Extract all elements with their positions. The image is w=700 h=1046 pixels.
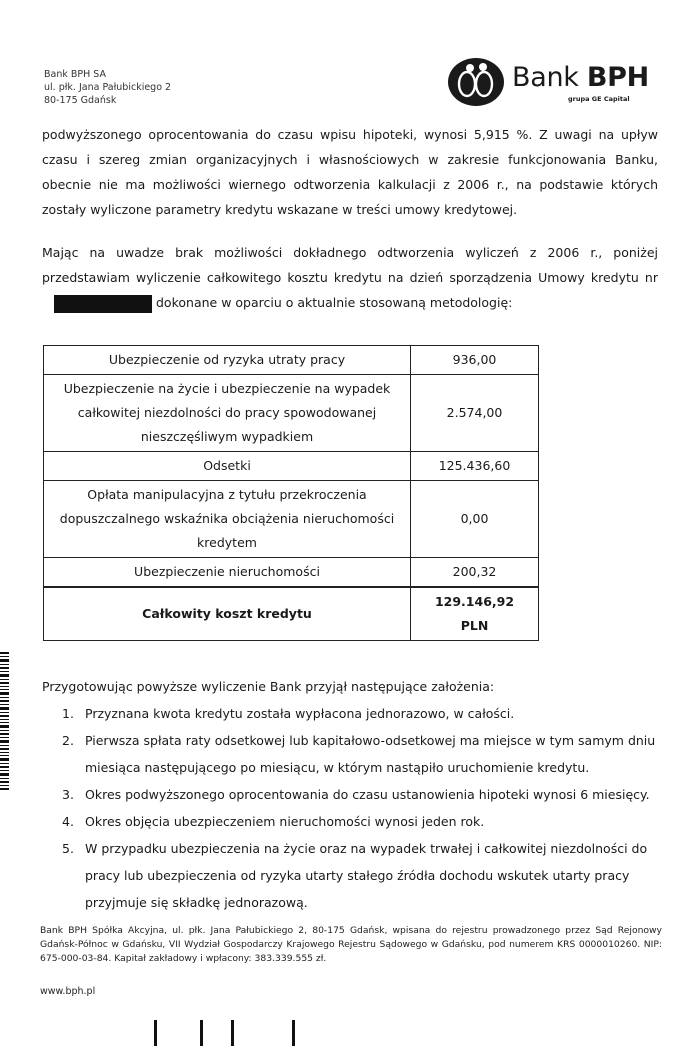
address-line: ul. płk. Jana Pałubickiego 2 [44,82,172,93]
logo-subtitle: grupa GE Capital [568,95,630,103]
table-row [44,558,539,588]
logo-wordmark: Bank BPH [512,62,649,93]
cost-value: 2.574,00 [411,375,539,452]
assumptions-intro: Przygotowując powyższe wyliczenie Bank przyjął następujące założenia: [42,679,495,694]
sender-address [44,68,171,107]
address-line: 80-175 Gdańsk [44,95,117,106]
bank-bph-emblem-icon [446,52,508,108]
cost-label: Ubezpieczenie nieruchomości [44,558,411,588]
bank-logo [446,52,649,108]
credit-cost-table [43,345,539,641]
list-item-number: 2. [62,733,74,748]
cost-label: Ubezpieczenie na życie i ubezpieczenie na wypadek całkowitej niezdolności do pracy spowodowanej nieszczęśliwym wypadkiem [44,375,411,452]
list-item-text: W przypadku ubezpieczenia na życie oraz na wypadek trwałej i całkowitej niezdolności do pracy lub ubezpieczenia od ryzyka utarty stałego źródła dochodu wskutek utarty pracy przyjmuje się składkę jednorazową. [85,841,648,910]
barcode-icon [0,652,9,790]
list-item-number: 5. [62,841,74,856]
list-item-number: 3. [62,787,74,802]
paragraph-cost-intro [42,240,658,315]
list-item-number: 1. [62,706,74,721]
list-item-text: Okres podwyższonego oprocentowania do czasu ustanowienia hipoteki wynosi 6 miesięcy. [85,787,650,802]
list-item-text: Okres objęcia ubezpieczeniem nieruchomości wynosi jeden rok. [85,814,485,829]
cost-label: Opłata manipulacyjna z tytułu przekroczenia dopuszczalnego wskaźnika obciążenia nieruchomości kredytem [44,481,411,558]
list-item-text: Pierwsza spłata raty odsetkowej lub kapitałowo-odsetkowej ma miejsce w tym samym dniu miesiąca następującego po miesiącu, w którym nastąpiło uruchomienie kredytu. [85,733,656,775]
total-cost-value: 129.146,92 PLN [411,587,539,641]
cost-value: 125.436,60 [411,452,539,481]
list-item-number: 4. [62,814,74,829]
cost-label: Odsetki [44,452,411,481]
list-item [52,781,658,808]
cost-value: 936,00 [411,346,539,375]
table-row [44,481,539,558]
total-cost-label: Całkowity koszt kredytu [44,587,411,641]
cost-value: 0,00 [411,481,539,558]
legal-footer: Bank BPH Spółka Akcyjna, ul. płk. Jana Pałubickiego 2, 80-175 Gdańsk, wpisana do rejestru prowadzonego przez Sąd Rejonowy Gdańsk-Północ w Gdańsku, VII Wydział Gospodarczy Krajowego Rejestru Sądowego w Gdańsku, pod numerem KRS 0000010260. NIP: 675-000-03-84. Kapitał zakładowy i wpłacony: 383.339.555 zł. [40,925,662,964]
redacted-contract-number [54,295,152,313]
paragraph-cost-intro-tail: dokonane w oparciu o aktualnie stosowaną metodologię: [156,295,513,310]
list-item [52,727,658,781]
address-line: Bank BPH SA [44,69,106,80]
cost-value: 200,32 [411,558,539,588]
list-item [52,808,658,835]
list-item [52,835,658,916]
fold-marks [150,1020,310,1046]
website-link[interactable]: www.bph.pl [40,986,96,997]
table-row [44,452,539,481]
table-total-row [44,587,539,641]
list-item-text: Przyznana kwota kredytu została wypłacona jednorazowo, w całości. [85,706,515,721]
assumptions-list [52,700,658,916]
table-row [44,346,539,375]
paragraph-interest-rate: podwyższonego oprocentowania do czasu wpisu hipoteki, wynosi 5,915 %. Z uwagi na upływ czasu i szereg zmian organizacyjnych i własnościowych w zakresie funkcjonowania Banku, obecnie nie ma możliwości wiernego odtworzenia kalkulacji z 2006 r., na podstawie których zostały wyliczone parametry kredytu wskazane w treści umowy kredytowej. [42,127,658,217]
paragraph-cost-intro-main: Mając na uwadze brak możliwości dokładnego odtworzenia wyliczeń z 2006 r., poniżej przedstawiam wyliczenie całkowitego kosztu kredytu na dzień sporządzenia Umowy kredytu nr [42,245,658,285]
list-item [52,700,658,727]
table-row [44,375,539,452]
cost-label: Ubezpieczenie od ryzyka utraty pracy [44,346,411,375]
